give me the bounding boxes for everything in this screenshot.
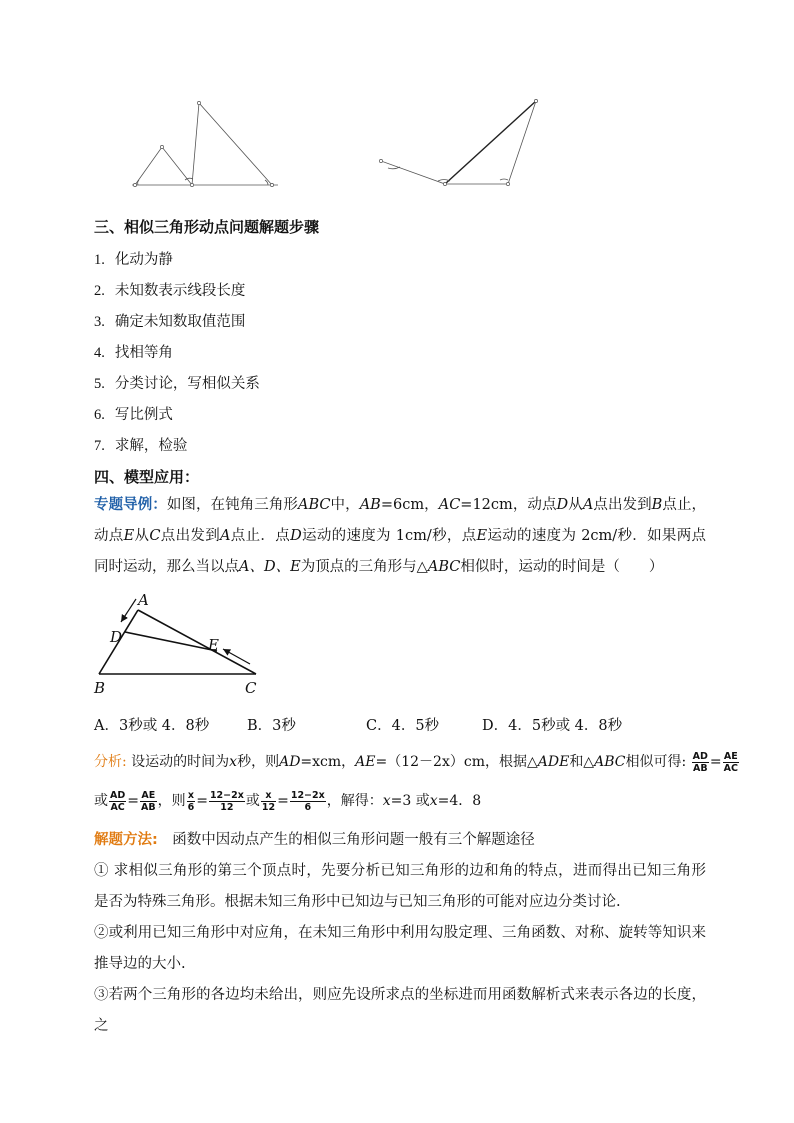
method-heading: 解题方法: 函数中因动点产生的相似三角形问题一般有三个解题途径 bbox=[94, 832, 535, 848]
example-paragraph: 专题导例：如图，在钝角三角形ABC中，AB=6cm，AC=12cm，动点D从A点出发到B点止，动点E从C点出发到A点止．点D运动的速度为 1cm/秒，点E运动的速度为 2cm/秒．如果两点同时运动，那么当以点A、D、E为顶点的三角形与△ABC相似时，运动的时间是（ ） bbox=[94, 497, 707, 575]
label-e: E bbox=[208, 636, 219, 654]
figure-top-left bbox=[125, 100, 285, 192]
label-c: C bbox=[245, 679, 257, 697]
list-item: 4. 找相等角 bbox=[94, 345, 173, 361]
figure-top-right bbox=[378, 96, 544, 188]
method-label: 解题方法: bbox=[94, 832, 158, 848]
list-item: 2. 未知数表示线段长度 bbox=[94, 283, 246, 299]
method-point-3: ③若两个三角形的各边均未给出，则应先设所求点的坐标进而用函数解析式来表示各边的长度，之 bbox=[94, 987, 706, 1034]
label-a: A bbox=[138, 591, 149, 609]
option-a[interactable]: A．3秒或 4．8秒 bbox=[94, 718, 210, 734]
section-3-heading: 三、相似三角形动点问题解题步骤 bbox=[94, 218, 320, 236]
list-item: 1. 化动为静 bbox=[94, 252, 173, 268]
analysis-line-1: 分析: 设运动的时间为x秒，则AD=xcm，AE=（12－2x）cm，根据△ADE和△ABC相似可得: $\frac{AD}{AB}$ = $\frac{AE}{AC}$ bbox=[94, 750, 738, 774]
method-point-2: ②或利用已知三角形中对应角，在未知三角形中利用勾股定理、三角函数、对称、旋转等知识来推导边的大小. bbox=[94, 925, 706, 972]
triangle-figure bbox=[90, 588, 270, 700]
section-4-heading: 四、模型应用： bbox=[94, 468, 200, 486]
example-label: 专题导例： bbox=[94, 497, 167, 513]
option-d[interactable]: D．4．5秒或 4．8秒 bbox=[482, 718, 623, 734]
label-b: B bbox=[94, 679, 106, 697]
list-item: 6. 写比例式 bbox=[94, 407, 173, 423]
label-d: D bbox=[110, 628, 123, 646]
list-item: 7. 求解，检验 bbox=[94, 438, 188, 454]
option-c[interactable]: C．4．5秒 bbox=[366, 718, 440, 734]
list-item: 3. 确定未知数取值范围 bbox=[94, 314, 246, 330]
list-item: 5. 分类讨论，写相似关系 bbox=[94, 376, 260, 392]
method-point-1: ① 求相似三角形的第三个顶点时，先要分析已知三角形的边和角的特点，进而得出已知三角形是否为特殊三角形。根据未知三角形中已知边与已知三角形的可能对应边分类讨论. bbox=[94, 863, 706, 910]
option-b[interactable]: B．3秒 bbox=[247, 718, 296, 734]
analysis-line-2: 或 $\frac{AD}{AC}$ = $\frac{AE}{AB}$ ，则 $\frac{x}{6}$ = $\frac{12-2x}{12}$ 或 $\frac{x}{12}$ = $\frac{12-2x}{6}$ ，解得：x=3 或x=4．8 bbox=[94, 789, 482, 813]
analysis-label: 分析: bbox=[94, 754, 127, 770]
